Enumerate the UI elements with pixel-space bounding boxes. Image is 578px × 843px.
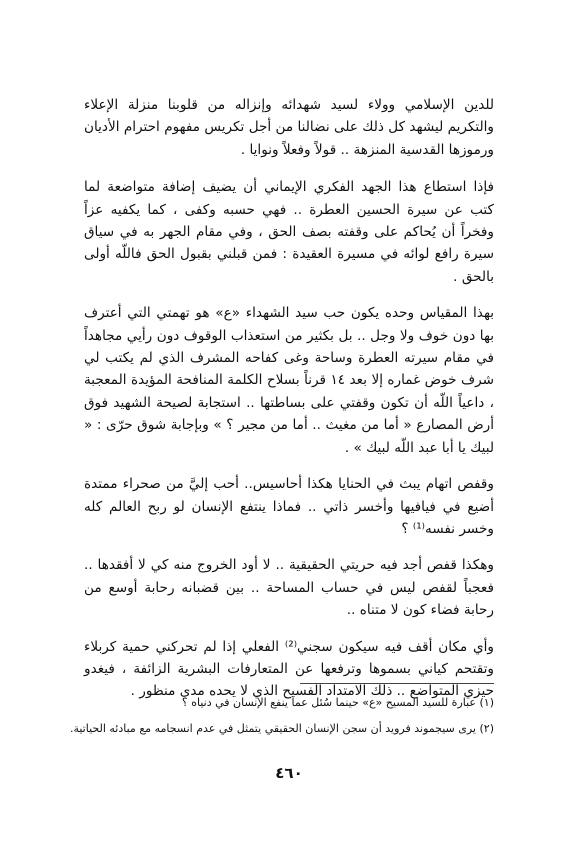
footnote-2: (٢) يرى سيجموند فرويد أن سجن الإنسان الحقيقي يتمثل في عدم انسجامه مع مبادئه الحياتية. <box>69 722 494 735</box>
paragraph: وقفص اتهام يبث في الحنايا هكذا أحاسيس.. أحب إليَّ من صحراء ممتدة أضيع في فيافيها وأخسر ذاتي .. فماذا ينتفع الإنسان لو ربح العالم كله وخسر نفسه⁽¹⁾ ؟ <box>84 476 494 537</box>
paragraph: وهكذا قفص أجد فيه حريتي الحقيقية .. لا أود الخروج منه كي لا أفقدها .. فعجباً لقفص ليس في حساب المساحة .. بين قضبانه رحابة أوسع من رحابة فضاء كون لا متناه .. <box>84 557 494 619</box>
footnote-separator <box>300 683 494 684</box>
paragraph-continuation: للدين الإسلامي وولاء لسيد شهدائه وإنزاله من قلوبنا منزلة الإعلاء والتكريم ليشهد كل ذلك على نضالنا من أجل تكريس مفهوم احترام الأديان ورموزها القدسية المنزهة .. قولاً وفعلاً ونوايا . <box>84 97 494 158</box>
paragraph: فإذا استطاع هذا الجهد الفكري الإيماني أن يضيف إضافة متواضعة لما كتب عن سيرة الحسين العطرة .. فهي حسبه وكفى ، كما يكفيه عزاً وفخراً أن يُحاكم على وقفته بصف الحق ، وفي مقام الجهر به في سياق سيرة رافع لوائه في مسيرة العقيدة : فمن قبلني بقبول الحق فاللّه أولى بالحق . <box>84 179 494 285</box>
paragraph: وأي مكان أقف فيه سيكون سجني⁽²⁾ الفعلي إذا لم تحركني حمية كربلاء وتقتحم كياني بسموها وترفعها عن المتعارفات البشرية الزائفة ، فيغدو حيزي المتواضع .. ذلك الامتداد الفسيح الذي لا يحده مدى منظور . <box>84 638 494 700</box>
main-text <box>84 94 494 703</box>
page-number: ٤٦٠ <box>275 764 303 782</box>
footnote-1: (١) عبارة للسيد المسيح «ع» حينما سُئل عما ينفع الإنسان في دنياه ؟ <box>181 696 494 709</box>
paragraph: بهذا المقياس وحده يكون حب سيد الشهداء «ع» هو تهمتي التي أعترف بها دون خوف ولا وجل .. بل بكثير من استعذاب الوقوف دون رأيي مجاهداً في مقام سيرته العطرة وساحة وغى كفاحه المشرف الذي لم يكتب لي شرف خوض غماره إلا بعد ١٤ قرناً بسلاح الكلمة المنافحة المؤيدة المعجبة ، داعياً اللّه أن تكون وقفتي على بساطتها .. استجابة لصيحة الشهيد فوق أرض المصارع « أما من مغيث .. أما من مجير ؟ » وبإجابة شوق حرّى : « لبيك يا أبا عبد اللّه لبيك » . <box>84 305 494 456</box>
footnotes <box>69 690 494 742</box>
